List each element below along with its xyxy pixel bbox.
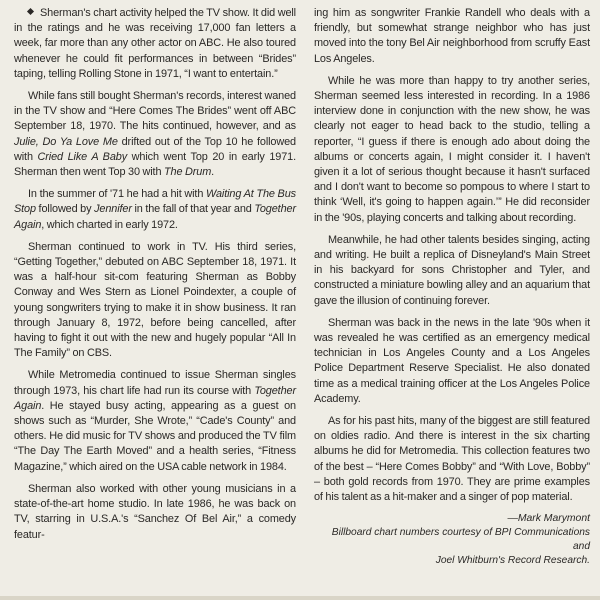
author-signature: —Mark Marymont [507, 513, 590, 525]
paragraph-recording: While he was more than happy to try another series, Sherman seemed less interested in recording. In a 1986 interview done in conjunction with the new show, he was clearly not eager to head back to the studio, telling a reporter, “I guess if there is enough ado about doing the albums or concerts again, I might consider it. I haven't given it a lot of serious thought because it hasn't surfaced and I don't want to become so pompous to where I start to think ‘Well, it's going to happen again.’” He did reconsider in the '90s, playing concerts and talking about recording. [313, 74, 590, 224]
song-title: Together Again [14, 203, 296, 231]
credits-line-1: Billboard chart numbers courtesy of BPI Communications and [331, 527, 590, 553]
paragraph-emergency-medical: Sherman was back in the news in the late '90s when it was revealed he was certified as an emergency medical technician in Los Angeles County and a Los Angeles Police Department Reserve Specialist. He also donated time as a medical training officer at the Los Angeles Police Academy. [313, 316, 590, 405]
right-column [314, 6, 590, 568]
left-column [14, 6, 296, 568]
song-title: The Drum [164, 166, 212, 179]
paragraph-getting-together: Sherman continued to work in TV. His third series, “Getting Together,” debuted on ABC September 18, 1971. It was a half-hour sit-com featuring Sherman as Bobby Conway and Wes Stern as Lionel Poindexter, a couple of young songwriters trying to make it in show business. It ran through January 8, 1972, before being cancelled, after having to fight it out with the new and hugely popular “All In The Family” on CBS. [14, 240, 296, 360]
song-title: Together Again [14, 384, 296, 412]
song-title: Cried Like A Baby [37, 150, 128, 163]
paragraph-past-hits: As for his past hits, many of the biggest are still featured on oldies radio. And there is interest in the six charting albums he did for Metromedia. This collection features two of the best – “Here Comes Bobby” and “With Love, Bobby” – both gold records from 1970. They are prime examples of his talent as a hit-maker and a singer of pop material. [313, 415, 590, 504]
bottom-divider [0, 596, 600, 600]
paragraph-other-talents: Meanwhile, he had other talents besides singing, acting and writing. He built a replica of Disneyland's Main Street in his backyard for sons Christopher and Tyler, and constructed a miniature bowling alley and an aquarium that gave the illusion of continuing forever. [313, 233, 590, 307]
paragraph-metromedia: While Metromedia continued to issue Sherman singles through 1973, his chart life had run its course with Together Again. He stayed busy acting, appearing as a guest on shows such as “Murder, She Wrote,” “Cade's County” and others. He did music for TV shows and produced the TV film “The Day The Earth Moved” and a health series, “Fitness Magazine,” which aired on the USA cable network in 1984. [14, 369, 296, 473]
paragraph-continuation: ing him as songwriter Frankie Randell who deals with a friendly, but somewhat strange neighbor who has just moved into the tony Bel Air neighborhood from scruffy East Los Angeles. [313, 7, 590, 65]
credits-line-2: Joel Whitburn's Record Research. [435, 555, 590, 567]
song-title: Waiting At The Bus Stop [14, 188, 296, 216]
paragraph-chart-activity: Sherman's chart activity helped the TV show. It did well in the ratings and he was receiving 17,000 fan letters a week, far more than any other actor on ABC. He also toured whenever he could fit performances in between “Brides” taping, telling Rolling Stone in 1971, “I want to entertain.” [14, 7, 296, 80]
song-title: Julie, Do Ya Love Me [14, 135, 118, 148]
paragraph-interest-waned: While fans still bought Sherman's records, interest waned in the TV show and “Here Comes The Brides” went off ABC September 18, 1970. The hits continued, however, and as Julie, Do Ya Love Me drifted out of the Top 10 he followed with Cried Like A Baby which went Top 20 in early 1971. Sherman then went Top 30 with The Drum. [14, 90, 296, 179]
paragraph-home-studio: Sherman also worked with other young musicians in a state-of-the-art home studio. In late 1986, he was back on TV, starring in U.S.A.'s “Sanchez Of Bel Air,” a comedy featur- [14, 482, 296, 541]
song-title: Jennifer [94, 203, 132, 216]
text-columns [14, 6, 590, 568]
paragraph-summer-71: In the summer of '71 he had a hit with Waiting At The Bus Stop followed by Jennifer in the fall of that year and Together Again, which charted in early 1972. [14, 188, 296, 231]
paragraph-bullet-icon [27, 8, 34, 15]
